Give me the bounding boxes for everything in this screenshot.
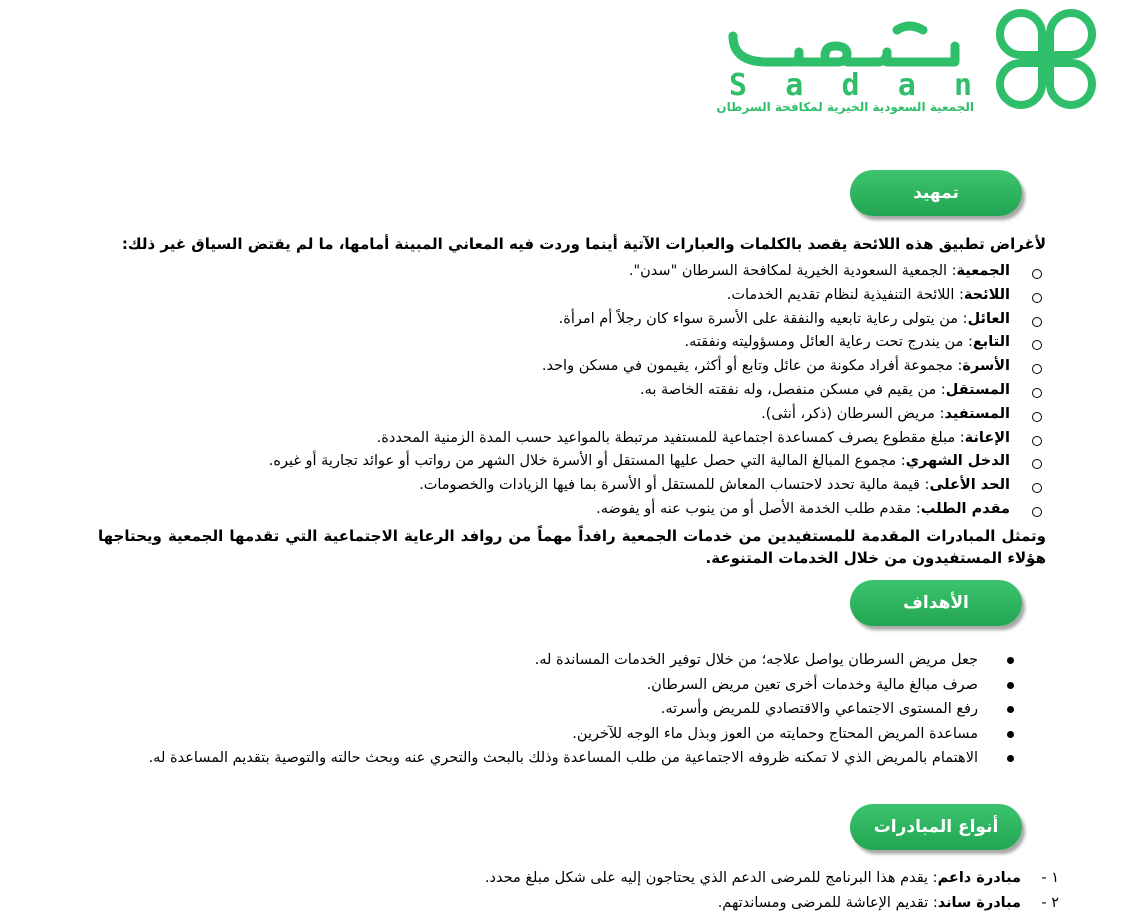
initiative-text: : يقدم هذا البرنامج للمرضى الدعم الذي يحتاجون إليه على شكل مبلغ محدد. [484, 870, 938, 886]
initiative-types-list [79, 866, 1059, 916]
item-number: ٢ - [1041, 895, 1059, 911]
initiative-type-item [79, 866, 1059, 891]
initiative-term: مبادرة ساند [937, 895, 1021, 911]
logo-letter: a [785, 68, 806, 103]
section-heading-label: تمهيد [913, 183, 959, 203]
intro-text: لأغراض تطبيق هذه اللائحة يقصد بالكلمات والعبارات الآتية أينما وردت فيه المعاني المبينة أمامها، ما لم يقتض السياق غير ذلك: [121, 235, 1046, 253]
definition-item [86, 260, 1046, 284]
definition-item [86, 308, 1046, 332]
definition-item [86, 379, 1046, 403]
definition-item [86, 403, 1046, 427]
definition-term: مقدم الطلب [920, 500, 1010, 517]
initiatives-paragraph: وتمثل المبادرات المقدمة للمستفيدين من خدمات الجمعية رافداً مهماً من روافد الرعاية الاجتماعية التي تقدمها الجمعية ويحتاجها هؤلاء المستفيدون من خلال الخدمات المتنوعة. [98, 527, 1046, 567]
definition-term: المستفيد [944, 405, 1010, 422]
definition-term: الحد الأعلى [929, 477, 1010, 494]
definition-text: : مريض السرطان (ذكر، أنثى). [761, 405, 945, 422]
goal-item: الاهتمام بالمريض الذي لا تمكنه ظروفه الاجتماعية من طلب المساعدة وذلك بالبحث والتحري عنه وبحث حالته والتوصية بتقديم المساعدة له. [86, 746, 1046, 771]
goal-item: رفع المستوى الاجتماعي والاقتصادي للمريض وأسرته. [86, 697, 1046, 722]
goal-item: جعل مريض السرطان يواصل علاجه؛ من خلال توفير الخدمات المساندة له. [86, 648, 1046, 673]
logo-letter: S [729, 68, 750, 103]
definition-term: المستقل [945, 381, 1010, 398]
definition-text: : مجموع المبالغ المالية التي حصل عليها المستقل أو الأسرة خلال الشهر من رواتب أو عوائد تجارية أو غيره. [268, 453, 906, 470]
logo-letter: n [953, 68, 974, 103]
section-heading-intro [850, 170, 1022, 216]
section-heading-initiative-types [850, 804, 1022, 850]
definition-term: اللائحة [963, 286, 1010, 303]
initiative-type-item [79, 891, 1059, 916]
definition-text: : من يقيم في مسكن منفصل، وله نفقته الخاصة به. [639, 381, 946, 398]
definition-term: الجمعية [956, 263, 1010, 279]
definition-text: : قيمة مالية تحدد لاحتساب المعاش للمستقل أو الأسرة بما فيها الزيادات والخصومات. [419, 477, 930, 494]
logo-arabic-wordmark [727, 16, 967, 72]
section-heading-goals [850, 580, 1022, 626]
definition-item [86, 331, 1046, 355]
definition-text: : اللائحة التنفيذية لنظام تقديم الخدمات. [726, 286, 964, 303]
goal-item: صرف مبالغ مالية وخدمات أخرى تعين مريض السرطان. [86, 673, 1046, 698]
logo-letter: d [841, 68, 862, 103]
initiative-term: مبادرة داعم [937, 870, 1021, 886]
definitions-list [86, 260, 1046, 522]
definition-item [86, 427, 1046, 451]
clover-emblem-icon [995, 8, 1097, 110]
goal-item: مساعدة المريض المحتاج وحمايته من العوز وبذل ماء الوجه للآخرين. [86, 722, 1046, 747]
goals-list [86, 648, 1046, 771]
definition-item [86, 474, 1046, 498]
definition-text: : من يتولى رعاية تابعيه والنفقة على الأسرة سواء كان رجلاً أم امرأة. [558, 310, 968, 327]
section-heading-label: الأهداف [903, 593, 969, 613]
definition-text: : مقدم طلب الخدمة الأصل أو من ينوب عنه أو يفوضه. [596, 500, 921, 517]
definition-item [86, 284, 1046, 308]
definition-term: الدخل الشهري [905, 453, 1010, 470]
definition-term: التابع [972, 334, 1010, 351]
logo-latin-wordmark [729, 68, 974, 103]
definition-item [86, 498, 1046, 522]
definition-text: : الجمعية السعودية الخيرية لمكافحة السرطان "سدن". [628, 263, 957, 279]
sadan-logo [716, 8, 1107, 114]
definition-term: الإعانة [964, 429, 1010, 446]
definition-term: العائل [967, 310, 1010, 327]
definition-text: : مبلغ مقطوع يصرف كمساعدة اجتماعية للمستفيد مرتبطة بالمواعيد حسب المدة الزمنية المحددة. [376, 429, 965, 446]
definition-term: الأسرة [962, 358, 1010, 375]
definition-item [86, 355, 1046, 379]
section-heading-label: أنواع المبادرات [873, 817, 999, 837]
initiative-text: : تقديم الإعاشة للمرضى ومساندتهم. [717, 895, 938, 911]
logo-tagline: الجمعية السعودية الخيرية لمكافحة السرطان [716, 100, 974, 114]
item-number: ١ - [1041, 870, 1059, 886]
definition-text: : مجموعة أفراد مكونة من عائل وتابع أو أكثر، يقيمون في مسكن واحد. [541, 358, 963, 375]
logo-letter: a [897, 68, 918, 103]
definition-item [86, 450, 1046, 474]
definition-text: : من يندرج تحت رعاية العائل ومسؤوليته ونفقته. [684, 334, 973, 351]
